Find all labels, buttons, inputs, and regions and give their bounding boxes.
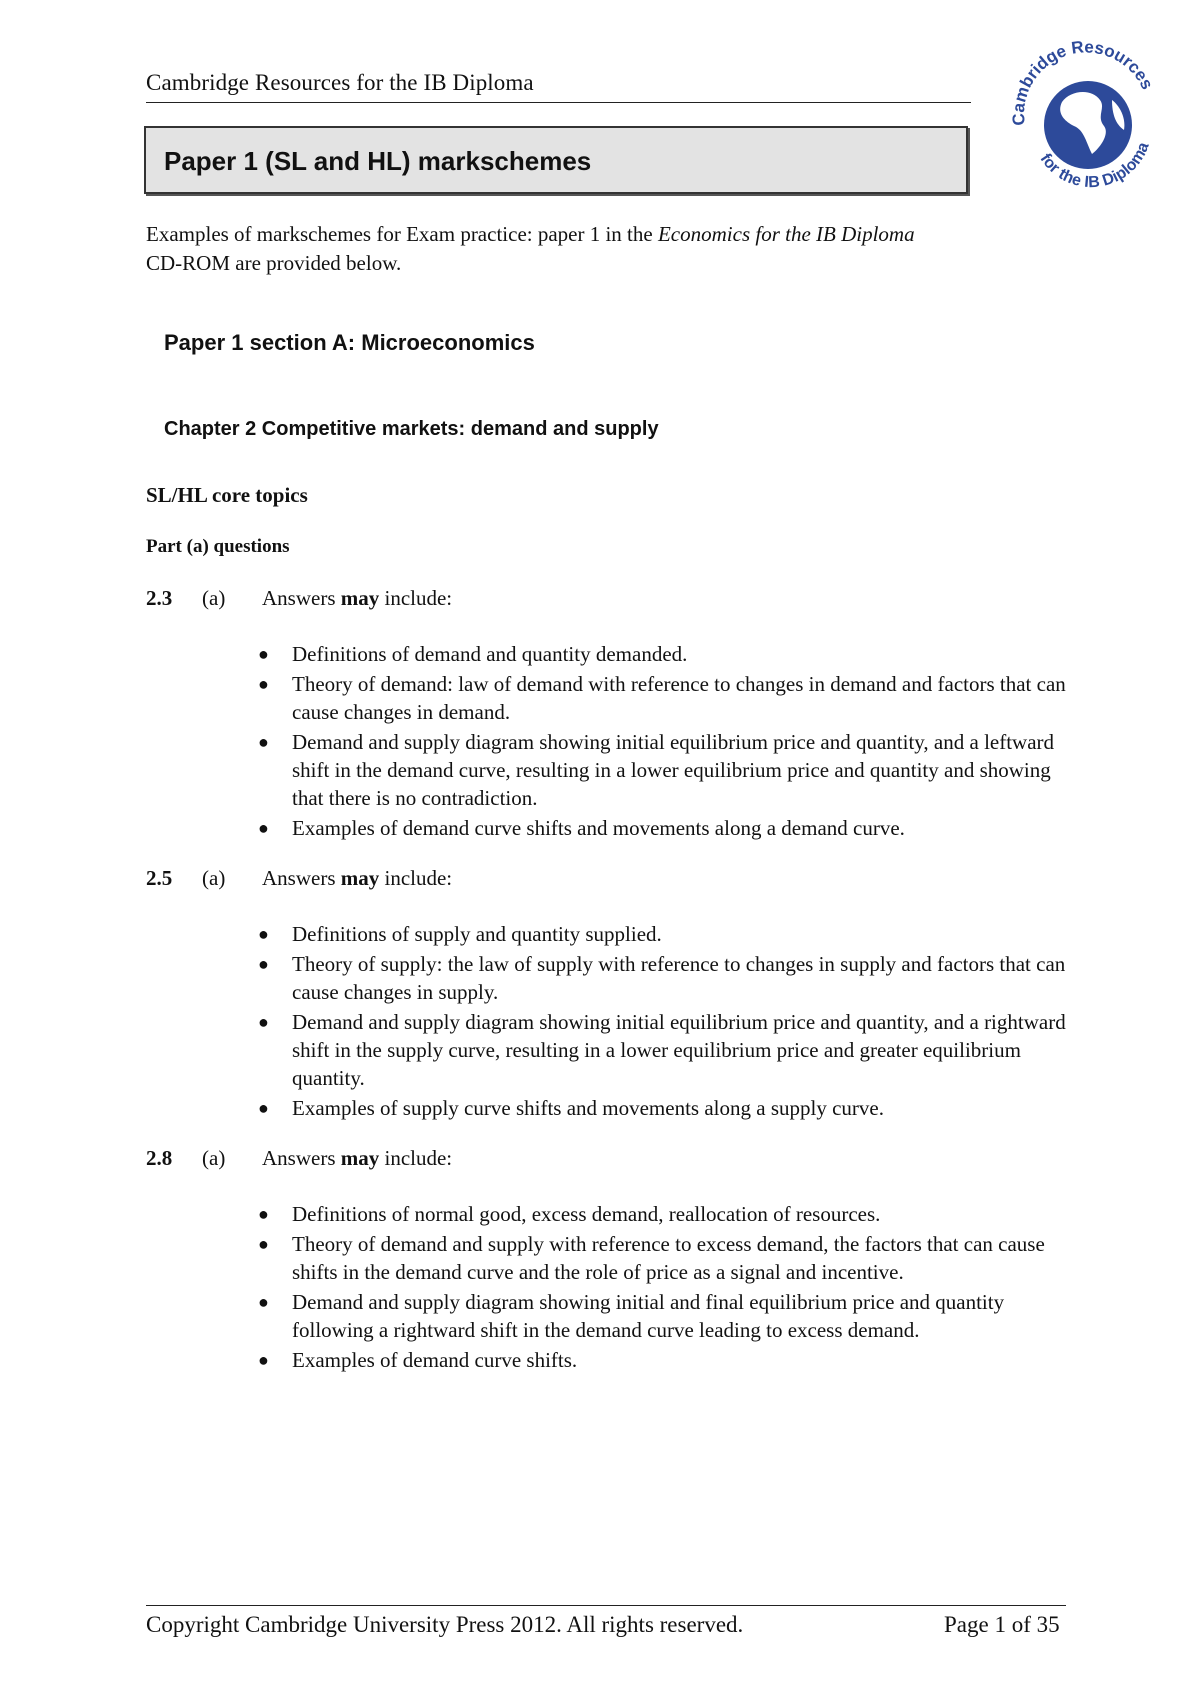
list-item: ● Demand and supply diagram showing initial equilibrium price and quantity, and a rightward shift in the supply curve, resulting in a lower equilibrium price and greater equilibrium quantity. (258, 1010, 1066, 1090)
list-item: ● Definitions of normal good, excess demand, reallocation of resources. (258, 1202, 881, 1226)
question-2-3 (146, 586, 1086, 614)
logo-text-top: Cambridge Resources (1008, 37, 1157, 127)
question-2-5-bullets (146, 920, 1086, 1124)
question-2-3-bullets (146, 640, 1086, 844)
list-item: ● Theory of demand and supply with reference to excess demand, the factors that can cause shifts in the demand curve and the role of price as a signal and incentive. (258, 1232, 1045, 1284)
list-item: ● Examples of demand curve shifts and movements along a demand curve. (258, 816, 905, 840)
intro-paragraph (146, 220, 1046, 278)
question-2-5 (146, 866, 1086, 894)
question-lead: Answers may include: (262, 1146, 453, 1170)
running-header: Cambridge Resources for the IB Diploma (146, 70, 534, 95)
question-2-8-bullets (146, 1200, 1086, 1376)
list-item: ● Theory of supply: the law of supply with reference to changes in supply and factors that can cause changes in supply. (258, 952, 1066, 1004)
logo-text-bottom: for the IB Diploma (1036, 140, 1153, 192)
document-title-box (144, 126, 968, 194)
page-number: Page 1 of 35 (944, 1612, 1060, 1637)
question-number: 2.8 (146, 1146, 173, 1170)
list-item: ● Definitions of demand and quantity demanded. (258, 642, 688, 666)
question-2-8 (146, 1146, 1086, 1174)
list-item: ● Examples of supply curve shifts and movements along a supply curve. (258, 1096, 884, 1120)
list-item: ● Demand and supply diagram showing initial and final equilibrium price and quantity following a rightward shift in the demand curve leading to excess demand. (258, 1290, 1005, 1342)
document-title: Paper 1 (SL and HL) markschemes (164, 146, 592, 176)
question-lead: Answers may include: (262, 866, 453, 890)
question-part: (a) (202, 866, 226, 890)
copyright-notice: Copyright Cambridge University Press 2012. All rights reserved. (146, 1612, 744, 1637)
question-lead: Answers may include: (262, 586, 453, 610)
list-item: ● Theory of demand: law of demand with reference to changes in demand and factors that can cause changes in demand. (258, 672, 1066, 724)
chapter-heading: Chapter 2 Competitive markets: demand and supply (164, 418, 659, 440)
question-part: (a) (202, 586, 226, 610)
part-a-heading: Part (a) questions (146, 536, 290, 557)
intro-book-title: Economics for the IB Diploma (657, 222, 915, 246)
intro-text-end: CD-ROM are provided below. (146, 251, 402, 275)
footer-divider (146, 1605, 1066, 1606)
cambridge-globe-logo (1000, 30, 1170, 200)
list-item: ● Demand and supply diagram showing initial equilibrium price and quantity, and a leftward shift in the demand curve, resulting in a lower equilibrium price and quantity and showing that there is no contradiction. (258, 730, 1055, 810)
list-item: ● Examples of demand curve shifts. (258, 1348, 578, 1372)
question-part: (a) (202, 1146, 226, 1170)
core-topics-heading: SL/HL core topics (146, 483, 308, 507)
section-heading: Paper 1 section A: Microeconomics (164, 330, 535, 355)
header-divider (146, 102, 971, 103)
list-item: ● Definitions of supply and quantity supplied. (258, 922, 662, 946)
intro-text-start: Examples of markschemes for Exam practice: paper 1 in the (146, 222, 658, 246)
question-number: 2.5 (146, 866, 173, 890)
question-number: 2.3 (146, 586, 173, 610)
